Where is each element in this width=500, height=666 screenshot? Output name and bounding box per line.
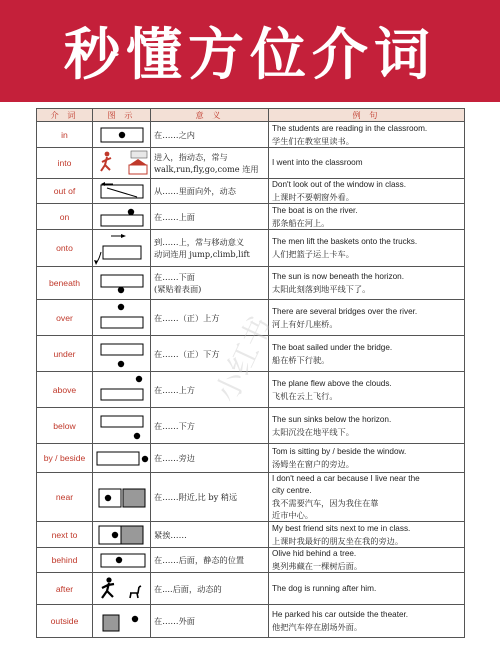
position-diagram xyxy=(93,605,151,637)
example-chinese: 近市中心。 xyxy=(272,510,313,520)
diagram-cell xyxy=(93,230,151,267)
position-diagram xyxy=(93,300,151,335)
meaning-line: walk,run,fly,go,come 连用 xyxy=(154,164,259,174)
example-chinese: 上课时我最好的朋友坐在我的旁边。 xyxy=(272,535,404,546)
example-cell xyxy=(269,300,465,336)
diagram-cell xyxy=(93,300,151,336)
example-chinese: 河上有好几座桥。 xyxy=(272,318,338,329)
example-chinese: 汤姆坐在窗户的旁边。 xyxy=(272,459,354,469)
example-chinese: 船在桥下行驶。 xyxy=(272,354,330,365)
example-cell xyxy=(269,267,465,300)
diagram-cell xyxy=(93,522,151,548)
example-english: Tom is sitting by / beside the window. xyxy=(272,447,407,456)
diagram-cell xyxy=(93,473,151,522)
preposition-word: into xyxy=(37,148,93,179)
table-row xyxy=(37,372,465,408)
table-header-row xyxy=(37,109,465,122)
example-chinese: 太阳沉没在地平线下。 xyxy=(272,426,354,437)
position-diagram xyxy=(93,522,151,547)
page-title: 秒懂方位介词 xyxy=(64,23,436,88)
position-diagram xyxy=(93,267,151,299)
meaning-cell xyxy=(151,573,269,605)
preposition-word: beneath xyxy=(37,267,93,300)
example-cell xyxy=(269,336,465,372)
table-row xyxy=(37,605,465,638)
meaning-line: (紧贴着表面) xyxy=(154,284,202,294)
table-row xyxy=(37,548,465,573)
example-cell xyxy=(269,522,465,548)
meaning-cell xyxy=(151,179,269,204)
example-chinese: 人们把篮子运上卡车。 xyxy=(272,249,354,259)
table-row xyxy=(37,122,465,148)
meaning-line: 在……（正）下方 xyxy=(154,348,220,359)
example-cell xyxy=(269,179,465,204)
preposition-word: outside xyxy=(37,605,93,638)
example-chinese: 我不需要汽车，因为我住在靠 xyxy=(272,498,379,508)
preposition-word: above xyxy=(37,372,93,408)
meaning-line: 在……附近,比 by 稍远 xyxy=(154,492,238,502)
example-cell xyxy=(269,548,465,573)
example-chinese: 上课时不要朝窗外看。 xyxy=(272,192,354,202)
preposition-word: on xyxy=(37,204,93,230)
example-chinese: 飞机在云上飞行。 xyxy=(272,390,338,401)
meaning-line: 在……之内 xyxy=(154,129,195,140)
example-english: He parked his car outside the theater. xyxy=(272,610,409,619)
table-row xyxy=(37,522,465,548)
meaning-cell xyxy=(151,148,269,179)
meaning-line: 在……下面 xyxy=(154,272,195,282)
example-english: My best friend sits next to me in class. xyxy=(272,523,411,533)
diagram-cell xyxy=(93,605,151,638)
table-row xyxy=(37,473,465,522)
example-english: The men lift the baskets onto the trucks. xyxy=(272,237,418,246)
position-diagram xyxy=(93,179,151,203)
example-cell xyxy=(269,372,465,408)
example-chinese: 那条船在河上。 xyxy=(272,217,330,228)
meaning-cell xyxy=(151,408,269,444)
meaning-cell xyxy=(151,230,269,267)
preposition-table-wrapper xyxy=(36,108,464,638)
example-cell xyxy=(269,122,465,148)
table-row xyxy=(37,230,465,267)
position-diagram xyxy=(93,148,151,178)
title-banner xyxy=(0,0,500,102)
position-diagram xyxy=(93,408,151,443)
diagram-cell xyxy=(93,336,151,372)
meaning-cell xyxy=(151,300,269,336)
example-english: The sun sinks below the horizon. xyxy=(272,414,392,424)
preposition-word: over xyxy=(37,300,93,336)
diagram-cell xyxy=(93,179,151,204)
table-row xyxy=(37,573,465,605)
example-chinese: 他把汽车停在剧场外面。 xyxy=(272,622,363,632)
position-diagram xyxy=(93,230,151,266)
table-row xyxy=(37,336,465,372)
table-row xyxy=(37,408,465,444)
position-diagram xyxy=(93,336,151,371)
diagram-cell xyxy=(93,122,151,148)
example-english: I don't need a car because I live near the xyxy=(272,474,420,483)
meaning-cell xyxy=(151,473,269,522)
meaning-cell xyxy=(151,204,269,230)
meaning-line: 在……下方 xyxy=(154,420,195,431)
position-diagram xyxy=(93,372,151,407)
meaning-line: 进入，指动态，常与 xyxy=(154,152,228,162)
example-english: There are several bridges over the river. xyxy=(272,306,418,316)
example-cell xyxy=(269,473,465,522)
table-row xyxy=(37,444,465,473)
diagram-cell xyxy=(93,408,151,444)
meaning-line: 从……里面向外，动态 xyxy=(154,186,236,196)
meaning-cell xyxy=(151,267,269,300)
table-row xyxy=(37,179,465,204)
diagram-cell xyxy=(93,267,151,300)
diagram-cell xyxy=(93,148,151,179)
example-cell xyxy=(269,230,465,267)
example-chinese: 学生们在教室里读书。 xyxy=(272,135,354,146)
preposition-word: by / beside xyxy=(37,444,93,473)
example-english: Olive hid behind a tree. xyxy=(272,549,357,558)
example-english: The dog is running after him. xyxy=(272,583,377,593)
example-english: The students are reading in the classroom. xyxy=(272,123,428,133)
preposition-word: next to xyxy=(37,522,93,548)
meaning-line: 紧挨…… xyxy=(154,529,187,540)
meaning-line: 在……外面 xyxy=(154,616,195,626)
example-english: I went into the classroom xyxy=(272,158,363,167)
example-english: The sun is now beneath the horizon. xyxy=(272,272,404,281)
meaning-cell xyxy=(151,444,269,473)
diagram-cell xyxy=(93,573,151,605)
preposition-word: near xyxy=(37,473,93,522)
example-cell xyxy=(269,148,465,179)
meaning-cell xyxy=(151,522,269,548)
meaning-line: 在……旁边 xyxy=(154,453,195,463)
position-diagram xyxy=(93,204,151,229)
diagram-cell xyxy=(93,204,151,230)
example-english: The boat sailed under the bridge. xyxy=(272,342,393,352)
header-example: 例 句 xyxy=(269,109,465,122)
meaning-cell xyxy=(151,372,269,408)
example-english: The boat is on the river. xyxy=(272,205,358,215)
preposition-word: out of xyxy=(37,179,93,204)
table-row xyxy=(37,204,465,230)
example-english: city centre. xyxy=(272,486,312,495)
example-cell xyxy=(269,204,465,230)
preposition-table xyxy=(36,108,465,638)
example-english: Don't look out of the window in class. xyxy=(272,180,406,189)
meaning-cell xyxy=(151,122,269,148)
diagram-cell xyxy=(93,444,151,473)
example-cell xyxy=(269,444,465,473)
preposition-word: under xyxy=(37,336,93,372)
example-cell xyxy=(269,573,465,605)
meaning-line: 到……上，常与移动意义 xyxy=(154,237,245,247)
example-cell xyxy=(269,408,465,444)
header-word: 介 词 xyxy=(37,109,93,122)
header-meaning: 意 义 xyxy=(151,109,269,122)
preposition-word: onto xyxy=(37,230,93,267)
meaning-cell xyxy=(151,548,269,573)
table-row xyxy=(37,267,465,300)
position-diagram xyxy=(93,481,151,514)
position-diagram xyxy=(93,444,151,472)
meaning-cell xyxy=(151,336,269,372)
meaning-line: 在……上方 xyxy=(154,384,195,395)
table-row xyxy=(37,300,465,336)
watermark: 小红书 xyxy=(209,311,280,408)
position-diagram xyxy=(93,122,151,147)
position-diagram xyxy=(93,573,151,604)
diagram-cell xyxy=(93,372,151,408)
example-chinese: 奥列弗藏在一棵树后面。 xyxy=(272,561,363,571)
meaning-cell xyxy=(151,605,269,638)
preposition-word: in xyxy=(37,122,93,148)
preposition-word: below xyxy=(37,408,93,444)
example-chinese: 太阳此刻落到地平线下了。 xyxy=(272,284,371,294)
preposition-word: after xyxy=(37,573,93,605)
meaning-line: 在……后面，静态的位置 xyxy=(154,555,245,565)
header-figure: 图 示 xyxy=(93,109,151,122)
meaning-line: 在……（正）上方 xyxy=(154,312,220,323)
meaning-line: 动词连用 jump,climb,lift xyxy=(154,249,250,259)
position-diagram xyxy=(93,548,151,572)
preposition-word: behind xyxy=(37,548,93,573)
meaning-line: 在....后面，动态的 xyxy=(154,583,222,594)
diagram-cell xyxy=(93,548,151,573)
meaning-line: 在……上面 xyxy=(154,211,195,222)
example-english: The plane flew above the clouds. xyxy=(272,378,392,388)
example-cell xyxy=(269,605,465,638)
table-row xyxy=(37,148,465,179)
